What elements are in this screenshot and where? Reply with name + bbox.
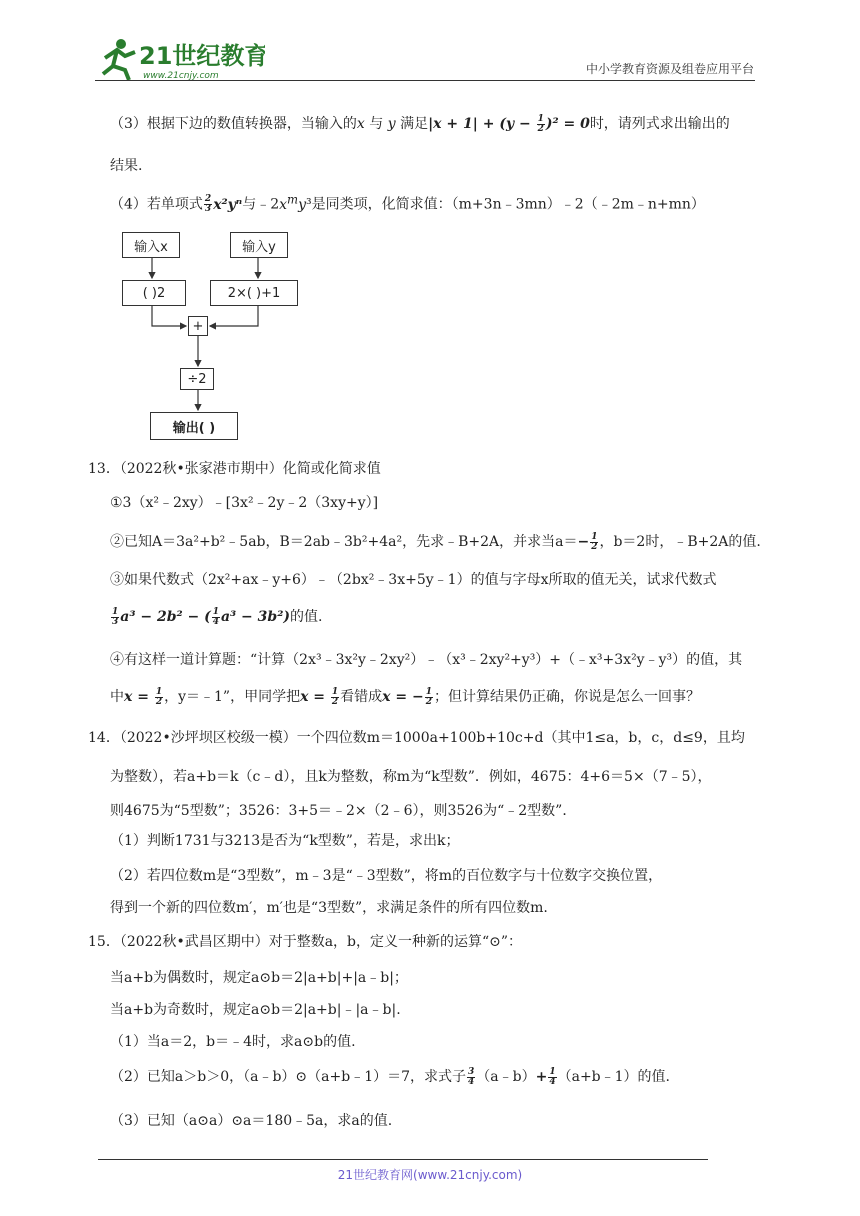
- linear-op-box: 2×( )+1: [210, 280, 298, 306]
- q15-rule-even: 当a+b为偶数时，规定a⊙b＝2|a+b|+|a﹣b|；: [110, 970, 408, 986]
- condition-formula: |x + 1| + (y − $\frac{1}{2}$ )² = 0: [428, 113, 590, 134]
- runner-logo-icon: [95, 36, 265, 82]
- q13-item3: ③如果代数式（2x²+ax﹣y+6）﹣（2bx²﹣3x+5y﹣1）的值与字母x所取的值无关，试求代数式: [110, 572, 717, 588]
- q15-rule-odd: 当a+b为奇数时，规定a⊙b＝2|a+b|﹣|a﹣b|.: [110, 1002, 401, 1018]
- q13-title: 13．（2022秋•张家港市期中）化简或化简求值: [88, 461, 381, 477]
- plus-box: +: [188, 316, 208, 336]
- header-divider: [95, 80, 755, 81]
- logo-title: 21世纪教育: [139, 42, 265, 70]
- platform-name: 中小学教育资源及组卷应用平台: [585, 62, 754, 76]
- q13-item2: ②已知A＝3a²+b²﹣5ab，B＝2ab﹣3b²+4a²，先求﹣B+2A，并求当a＝− $\frac{1}{2}$ ，b＝2时，﹣B+2A的值.: [110, 531, 761, 552]
- q13-item4-cont: 中x = $\frac{1}{2}$ ，y＝﹣1”，甲同学把x = $\frac{1}{2}$ 看错成x = − $\frac{1}{2}$ ；但计算结果仍正确，你说是怎么一回事？: [110, 686, 700, 707]
- q12-3-line1: （3）根据下边的数值转换器，当输入的x 与 y 满足|x + 1| + (y − $\frac{1}{2}$ )² = 0时，请列式求出输出的: [110, 113, 730, 134]
- footer-text: 21世纪教育网(www.21cnjy.com): [337, 1168, 523, 1182]
- algebraic-expression: $\frac{1}{3}$ a³ − 2b² − ( $\frac{1}{4}$ a³ − 3b²): [112, 606, 290, 627]
- monomial-formula: $\frac{2}{3}$ x²yⁿ: [204, 194, 243, 215]
- q15-part2: （2）已知a＞b＞0，（a﹣b）⊙（a+b﹣1）＝7，求式子 $\frac{3}{4}$ （a﹣b）+ $\frac{1}{4}$ （a+b﹣1）的值.: [110, 1066, 670, 1087]
- q14-line3: 则4675为“5型数”；3526：3+5＝﹣2×（2﹣6），则3526为“﹣2型数”．: [110, 803, 577, 819]
- q12-3-line2: 结果.: [110, 158, 143, 174]
- diagram-arrows: [118, 228, 318, 443]
- q13-item1: ①3（x²﹣2xy）﹣[3x²﹣2y﹣2（3xy+y）]: [110, 495, 379, 511]
- q14-part2-cont: 得到一个新的四位数m′，m′也是“3型数”，求满足条件的所有四位数m.: [110, 900, 548, 916]
- q12-4-line: （4）若单项式 $\frac{2}{3}$ x²yⁿ与$﹣2x^my^3$是同类项，化简求值：（m+3n﹣3mn）﹣2（﹣2m﹣n+mn）: [110, 192, 705, 215]
- output-box: 输出( ): [150, 412, 238, 440]
- q15-part1: （1）当a＝2，b＝﹣4时，求a⊙b的值.: [110, 1034, 356, 1050]
- divide-box: ÷2: [180, 368, 214, 390]
- q14-line1: 14．（2022•沙坪坝区校级一模）一个四位数m＝1000a+100b+10c+d（其中1≤a，b，c，d≤9，且均: [88, 730, 745, 746]
- q14-line2: 为整数），若a+b＝k（c﹣d），且k为整数，称m为“k型数”．例如，4675：4+6＝5×（7﹣5），: [110, 769, 712, 785]
- input-y-box: 输入y: [230, 232, 288, 258]
- logo-url: www.21cnjy.com: [143, 71, 219, 81]
- site-logo: [95, 36, 265, 82]
- q15-title: 15．（2022秋•武昌区期中）对于整数a，b，定义一种新的运算“⊙”：: [88, 934, 523, 950]
- q14-part1: （1）判断1731与3213是否为“k型数”，若是，求出k；: [110, 833, 460, 849]
- input-x-box: 输入x: [122, 232, 180, 258]
- q15-part3: （3）已知（a⊙a）⊙a＝180﹣5a，求a的值.: [110, 1113, 393, 1129]
- q14-part2: （2）若四位数m是“3型数”，m﹣3是“﹣3型数”，将m的百位数字与十位数字交换位置，: [110, 868, 663, 884]
- square-op-box: ( )2: [122, 280, 186, 306]
- value-converter-diagram: [118, 228, 318, 443]
- footer-divider: [98, 1159, 708, 1160]
- q13-item4: ④有这样一道计算题：“计算（2x³﹣3x²y﹣2xy²）﹣（x³﹣2xy²+y³）+（﹣x³+3x²y﹣y³）的值，其: [110, 652, 743, 668]
- q13-item3-expr: $\frac{1}{3}$ a³ − 2b² − ( $\frac{1}{4}$ a³ − 3b²)的值.: [112, 606, 323, 627]
